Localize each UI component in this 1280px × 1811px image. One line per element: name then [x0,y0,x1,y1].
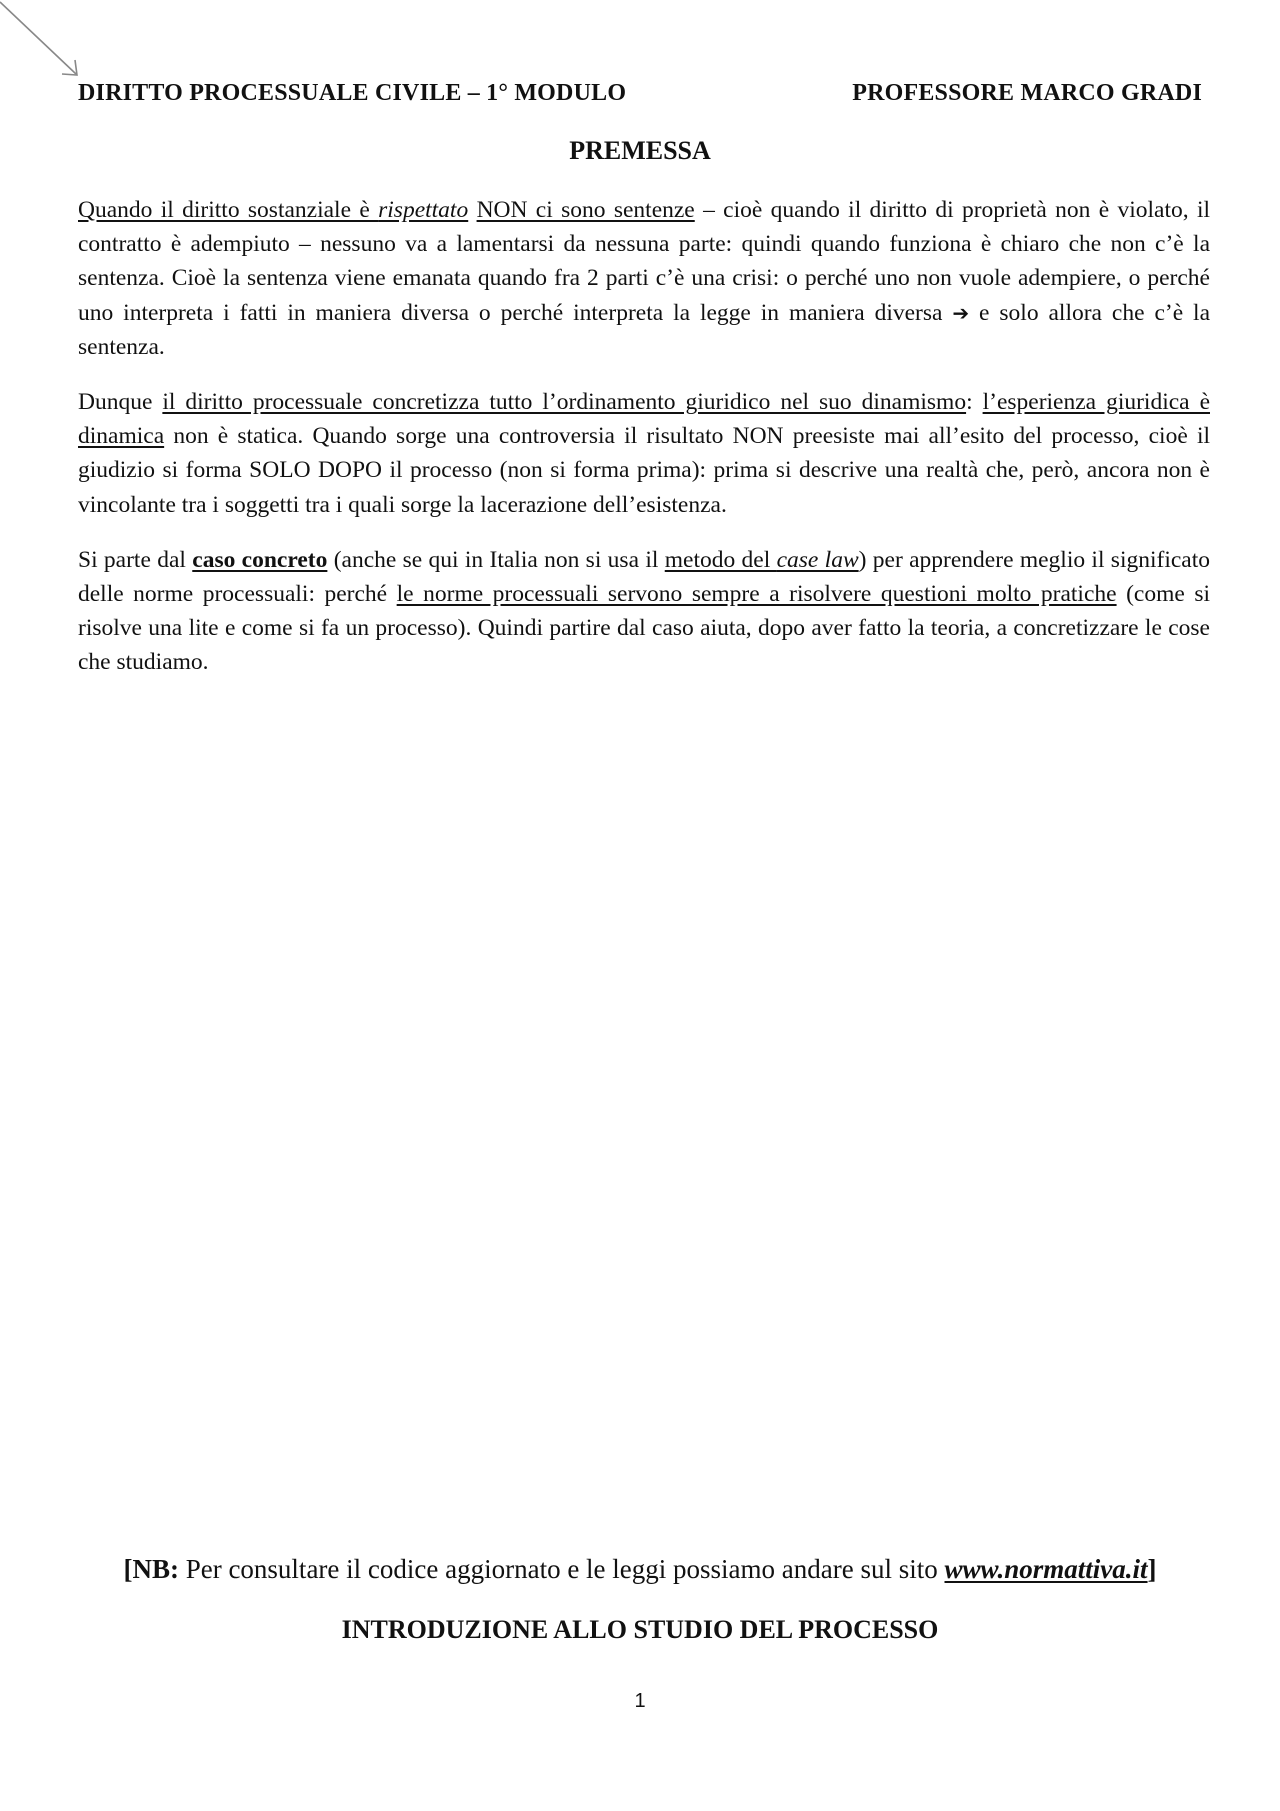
professor-name: PROFESSORE MARCO GRADI [852,80,1202,106]
nb-label: NB: [132,1554,179,1584]
diagonal-arrow-icon [0,0,90,90]
text-segment [468,197,476,223]
normattiva-link[interactable]: www.normattiva.it [944,1554,1148,1584]
text-segment: case law [776,546,859,573]
text-segment: il diritto processuale concretizza tutto l’ordinamento giuridico nel suo dinamismo [162,389,967,416]
text-segment: caso concreto [192,546,328,573]
text-segment: metodo del [664,546,777,573]
nb-note [0,1554,1280,1585]
text-segment: (come si risolve una lite e come si fa un processo). Quindi partire dal caso aiuta, dopo aver fatto la teoria, a concretizzare le cose che studiamo. [78,581,1210,676]
text-segment: Si parte dal [78,546,193,573]
nb-text: Per consultare il codice aggiornato e le leggi possiamo andare sul sito [178,1554,945,1584]
text-segment: rispettato [378,197,469,223]
page-header [78,80,1202,107]
text-segment: Quando il diritto sostanziale è [78,197,379,223]
paragraph-1 [78,193,1210,364]
section-title: PREMESSA [569,136,711,165]
text-segment: – cioè quando il diritto di proprietà non è violato, il contratto è adempiuto – nessuno va a lamentarsi da nessuna parte: quindi quando funziona è chiaro che non c’è la sentenza. Cioè la sentenza viene emanata quando fra 2 parti c’è una crisi: o perché uno non vuole adempiere, o perché uno interpreta i fatti in maniera diversa o perché interpreta la legge in maniera diversa [78,197,1211,326]
course-title: DIRITTO PROCESSUALE CIVILE – 1° MODULO [78,80,627,106]
bracket: [ [123,1554,133,1584]
text-segment: : [966,389,983,416]
right-arrow-icon: ➔ [952,300,970,325]
text-segment: Dunque [78,389,163,416]
text-segment: e solo allora che c’è la sentenza. [78,299,1211,360]
paragraph-3 [78,543,1210,680]
body-text [78,193,1210,701]
text-segment: (anche se qui in Italia non si usa il [327,546,665,573]
text-segment: l’esperienza giuridica è dinamica [78,389,1210,450]
section-heading: INTRODUZIONE ALLO STUDIO DEL PROCESSO [341,1615,939,1644]
page-number: 1 [634,1690,646,1712]
text-segment: NON ci sono sentenze [476,197,695,223]
text-segment: ) per apprendere meglio il significato delle norme processuali: perché [78,546,1211,608]
text-segment: le norme processuali servono sempre a risolvere questioni molto pratiche [396,581,1117,608]
paragraph-2 [78,385,1210,522]
bracket: ] [1147,1554,1157,1584]
text-segment: non è statica. Quando sorge una controversia il risultato NON preesiste mai all’esito del processo, cioè il giudizio si forma SOLO DOPO il processo (non si forma prima): prima si descrive una realtà che, però, ancora non è vincolante tra i soggetti tra i quali sorge la lacerazione dell’esistenza. [78,423,1210,518]
